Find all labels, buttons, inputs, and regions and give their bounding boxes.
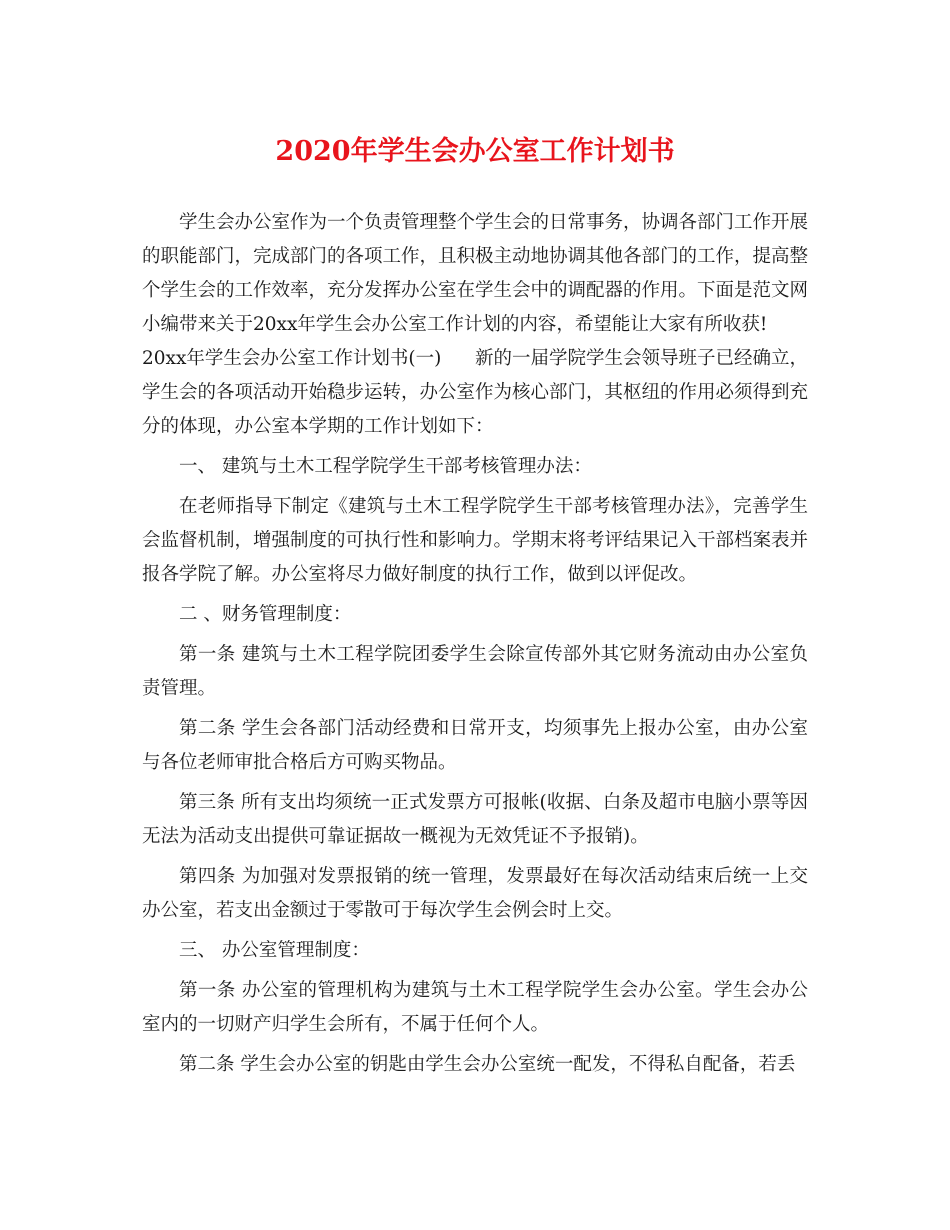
section-label: 20xx年学生会办公室工作计划书(一) <box>142 348 442 369</box>
heading-3: 三、 办公室管理制度： <box>179 940 370 961</box>
section-intro-first-line <box>142 342 808 376</box>
office-article-2: 第二条 学生会办公室的钥匙由学生会办公室统一配发，不得私自配备，若丢 <box>179 1054 796 1075</box>
office-article-1: 第一条 办公室的管理机构为建筑与土木工程学院学生会办公室。学生会办公室内的一切财产归学生会所有，不属于任何个人。 <box>142 980 808 1035</box>
intro-paragraph: 学生会办公室作为一个负责管理整个学生会的日常事务，协调各部门工作开展的职能部门，完成部门的各项工作，且积极主动地协调其他各部门的工作，提高整个学生会的工作效率，充分发挥办公室在学生会中的调配器的作用。下面是范文网小编带来关于20xx年学生会办公室工作计划的内容，希望能让大家有所收获! <box>142 212 809 335</box>
heading-2: 二 、财务管理制度： <box>179 604 352 625</box>
section-intro-rest: 学生会的各项活动开始稳步运转，办公室作为核心部门，其枢纽的作用必须得到充分的体现，办公室本学期的工作计划如下： <box>142 382 809 437</box>
finance-article-3: 第三条 所有支出均须统一正式发票方可报帐(收据、白条及超市电脑小票等因无法为活动支出提供可靠证据故一概视为无效凭证不予报销)。 <box>142 792 808 847</box>
document-title: 2020年学生会办公室工作计划书 <box>275 136 675 167</box>
finance-article-2: 第二条 学生会各部门活动经费和日常开支，均须事先上报办公室，由办公室与各位老师审批合格后方可购买物品。 <box>142 718 808 773</box>
document-body <box>142 206 808 1082</box>
section-intro-start: 新的一届学院学生会领导班子已经确立， <box>474 348 808 369</box>
section-intro-paragraph <box>142 342 808 444</box>
finance-article-4: 第四条 为加强对发票报销的统一管理，发票最好在每次活动结束后统一上交办公室，若支出金额过于零散可于每次学生会例会时上交。 <box>142 866 808 921</box>
heading-1: 一、 建筑与土木工程学院学生干部考核管理办法： <box>179 456 592 477</box>
paragraph-assessment: 在老师指导下制定《建筑与土木工程学院学生干部考核管理办法》，完善学生会监督机制，增强制度的可执行性和影响力。学期末将考评结果记入干部档案表并报各学院了解。办公室将尽力做好制度的执行工作，做到以评促改。 <box>142 496 809 585</box>
finance-article-1: 第一条 建筑与土木工程学院团委学生会除宣传部外其它财务流动由办公室负责管理。 <box>142 644 808 699</box>
